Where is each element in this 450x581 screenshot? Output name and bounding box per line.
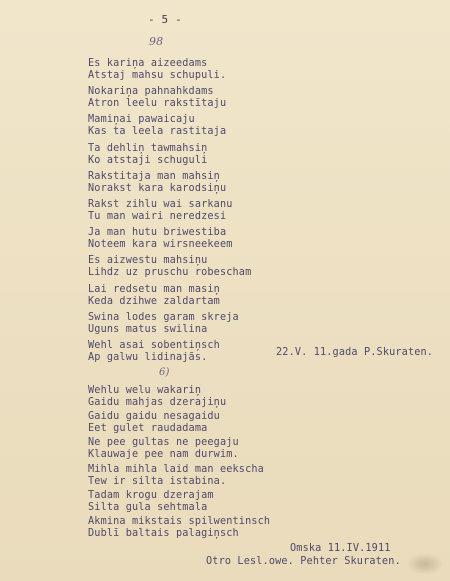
poem1-line: Ta dehliņ tawmahsiņ bbox=[88, 142, 208, 154]
poem2-line: Gaidu mahjas dzerajiņu bbox=[88, 397, 227, 408]
poem1-line: Rakst zihlu wai sarkanu bbox=[88, 199, 233, 210]
handwritten-number: 98 bbox=[149, 35, 164, 48]
poem1-line: Wehl asai sobentiņsch bbox=[88, 340, 220, 351]
poem1-line: Keda dzihwe zaldartam bbox=[88, 295, 220, 307]
poem-one-date-signature: 22.V. 11.gada P.Skuraten. bbox=[276, 347, 434, 358]
paper-stain bbox=[406, 553, 444, 575]
poem1-line: Noteem kara wirsneekeem bbox=[88, 239, 233, 251]
poem2-line: Akmina mikstais spilwentinsch bbox=[88, 516, 271, 527]
poem1-line: Ko atstaji schuguli bbox=[88, 154, 208, 166]
signature-name: Otro Lesl.owe. Pehter Skuraten. bbox=[206, 556, 401, 567]
poem2-line: Tew ir silta istabina. bbox=[88, 475, 227, 487]
poem2-line: Wehlu welu wakariņ bbox=[88, 385, 202, 396]
poem2-line: Eet gulet raudadama bbox=[88, 423, 208, 435]
poem1-line: Uguns matus swilina bbox=[88, 323, 208, 335]
poem2-line: Mihla mihla laid man eekscha bbox=[88, 463, 264, 475]
poem2-line: Silta gula sehtmala bbox=[88, 501, 208, 513]
poem2-line: Klauwaje pee nam durwim. bbox=[88, 449, 239, 461]
poem1-line: Kas ta leela rastitaja bbox=[88, 126, 227, 138]
poem1-line: Atstaj mahsu schupuli. bbox=[88, 70, 227, 81]
poem1-line: Atron leelu rakstītaju bbox=[88, 98, 227, 110]
poem1-line: Rakstitaja man mahsiņ bbox=[88, 170, 220, 182]
poem1-line: Tu man wairi neredzesi bbox=[88, 211, 227, 222]
page-number: - 5 - bbox=[148, 13, 182, 26]
poem1-line: Nokariņa pahnahkdams bbox=[88, 86, 214, 98]
poem2-line: Tadam krogu dzerajam bbox=[88, 489, 214, 501]
poem1-line: Swina lodes garam skreja bbox=[88, 311, 239, 323]
section-mark: 6) bbox=[159, 367, 170, 378]
poem2-line: Gaidu gaidu nesagaidu bbox=[88, 411, 220, 423]
poem1-line: Es aizwestu mahsiņu bbox=[88, 255, 208, 267]
poem2-line: Dublī baltais palagiņsch bbox=[88, 528, 239, 539]
poem1-line: Es kariņa aizeedams bbox=[88, 58, 208, 69]
poem1-line: Ja man hutu briwestiba bbox=[88, 227, 227, 239]
signature-place-date: Omska 11.IV.1911 bbox=[290, 543, 391, 554]
poem1-line: Lai redsetu man masiņ bbox=[88, 283, 220, 295]
poem1-line: Mamiņai pawaicaju bbox=[88, 114, 195, 126]
poem2-line: Ne pee gultas ne peegaju bbox=[88, 437, 239, 449]
poem1-line: Norakst kara karodsiņu bbox=[88, 182, 227, 194]
poem1-line: Ap galwu lidinajās. bbox=[88, 352, 208, 363]
poem1-line: Lihdz uz pruschu robescham bbox=[88, 267, 252, 279]
